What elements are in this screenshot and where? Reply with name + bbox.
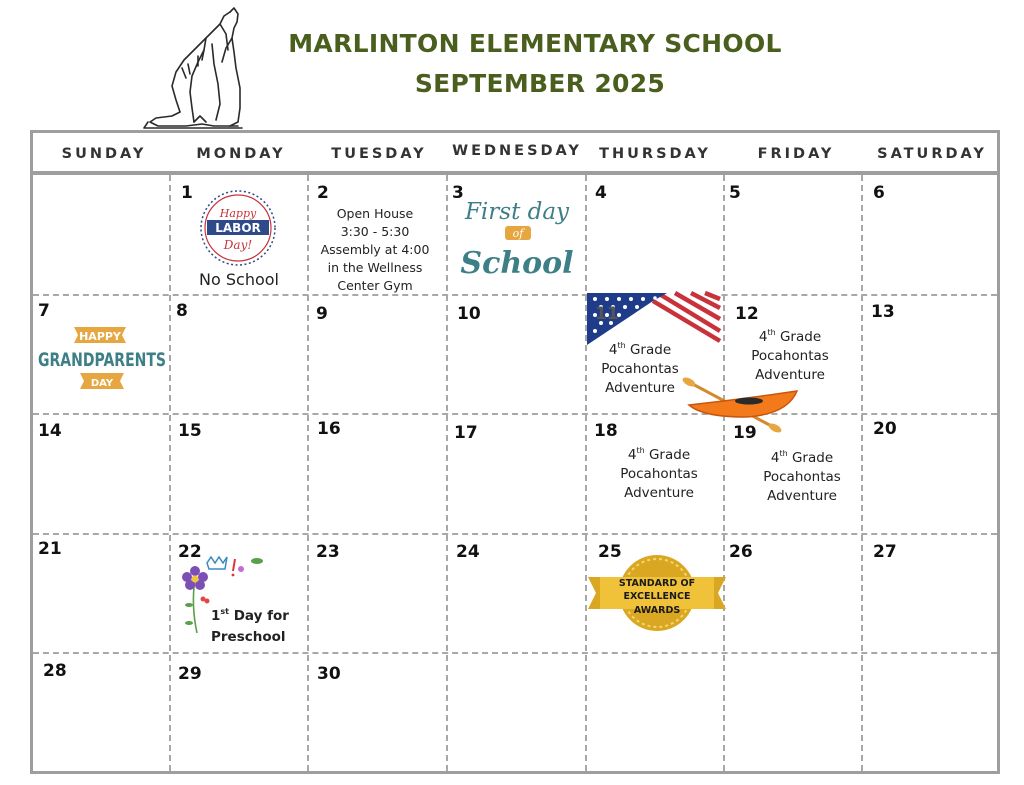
day-number: 11: [595, 304, 619, 324]
day-number: 19: [733, 423, 757, 443]
weekday-saturday: SATURDAY: [877, 146, 987, 162]
adventure-line: Adventure: [755, 367, 825, 383]
grade-num: 4: [758, 329, 768, 345]
preschool-rest: Day for: [229, 608, 289, 624]
adventure-line: Pocahontas: [751, 348, 829, 364]
grade-sup: th: [767, 328, 776, 337]
grid-line: [33, 652, 997, 654]
grid-line: [169, 175, 171, 771]
day-number: 24: [456, 542, 480, 562]
day-number: 25: [598, 542, 622, 562]
open-house-note: [309, 205, 441, 295]
weekday-monday: MONDAY: [196, 146, 286, 162]
grade-word: Grade: [775, 329, 822, 345]
weekday-thursday: THURSDAY: [599, 146, 711, 162]
day-number: 17: [454, 423, 478, 443]
labor-badge-day: Day!: [223, 238, 253, 252]
grandparents-day-banner-icon: [36, 321, 168, 395]
grade-sup: th: [779, 449, 788, 458]
first-day-text: First day: [464, 199, 570, 225]
day-number: 23: [316, 542, 340, 562]
day-number: 22: [178, 542, 202, 562]
adventure-note-12: [724, 323, 856, 385]
month-year-title: SEPTEMBER 2025: [414, 69, 666, 98]
preschool-line: Preschool: [211, 629, 286, 645]
grade-word: Grade: [787, 450, 834, 466]
adventure-line: Pocahontas: [763, 469, 841, 485]
day-number: 28: [43, 661, 67, 681]
day-number: 5: [729, 183, 741, 203]
labor-day-badge-icon: [198, 189, 278, 267]
day-number: 9: [316, 304, 328, 324]
grid-line: [446, 175, 448, 771]
school-name: MARLINTON ELEMENTARY SCHOOL: [288, 29, 782, 58]
excellence-line: AWARDS: [633, 605, 681, 616]
day-number: 4: [595, 183, 607, 203]
day-number: 3: [452, 183, 464, 203]
day-number: 8: [176, 301, 188, 321]
weekday-tuesday: TUESDAY: [331, 146, 427, 162]
adventure-note-18: [593, 441, 725, 503]
grade-num: 4: [627, 447, 637, 463]
excellence-award-badge-icon: [586, 553, 728, 637]
day-number: 10: [457, 304, 481, 324]
weekday-header-row: [33, 133, 997, 175]
preschool-sup: st: [220, 607, 229, 616]
day-number: 15: [178, 421, 202, 441]
day-number: 26: [729, 542, 753, 562]
day-number: 6: [873, 183, 885, 203]
day-number: 14: [38, 421, 62, 441]
grid-line: [33, 294, 997, 296]
grade-sup: th: [636, 446, 645, 455]
grade-num: 4: [770, 450, 780, 466]
grade-num: 4: [608, 342, 618, 358]
first-day-of: of: [512, 227, 524, 240]
adventure-line: Adventure: [767, 488, 837, 504]
first-day-school: School: [460, 246, 574, 281]
day-number: 13: [871, 302, 895, 322]
excellence-line: EXCELLENCE: [623, 591, 691, 602]
day-number: 2: [317, 183, 329, 203]
day-number: 30: [317, 664, 341, 684]
open-house-line: Assembly at 4:00: [320, 242, 430, 257]
preschool-note: [211, 601, 319, 648]
labor-badge-labor: LABOR: [215, 221, 261, 235]
grid-line: [33, 533, 997, 535]
adventure-line: Adventure: [624, 485, 694, 501]
day-number: 27: [873, 542, 897, 562]
open-house-line: 3:30 - 5:30: [340, 224, 410, 239]
grid-line: [33, 413, 997, 415]
grade-word: Grade: [625, 342, 672, 358]
day-number: 12: [735, 304, 759, 324]
grade-sup: th: [617, 341, 626, 350]
adventure-note-19: [736, 444, 868, 506]
adventure-line: Pocahontas: [601, 361, 679, 377]
weekday-friday: FRIDAY: [757, 146, 835, 162]
open-house-line: Open House: [336, 206, 414, 221]
calendar-frame: [30, 130, 1000, 774]
day-number: 1: [181, 183, 193, 203]
grid-line: [585, 175, 587, 771]
day-number: 21: [38, 539, 62, 559]
excellence-line: STANDARD OF: [618, 578, 696, 589]
open-house-line: Center Gym: [337, 278, 413, 293]
open-house-line: in the Wellness: [327, 260, 423, 275]
wolf-logo-icon: [142, 4, 246, 130]
day-number: 16: [317, 419, 341, 439]
preschool-num: 1: [211, 608, 221, 624]
grade-word: Grade: [644, 447, 691, 463]
day-number: 7: [38, 301, 50, 321]
day-number: 18: [594, 421, 618, 441]
day-number: 20: [873, 419, 897, 439]
grandparents-word: GRANDPARENTS: [38, 349, 166, 371]
weekday-wednesday: WEDNESDAY: [452, 143, 582, 159]
adventure-line: Pocahontas: [620, 466, 698, 482]
first-day-of-school-icon: [460, 191, 574, 287]
labor-badge-happy: Happy: [219, 207, 257, 220]
weekday-sunday: SUNDAY: [61, 146, 147, 162]
grandparents-happy: HAPPY: [79, 330, 121, 343]
no-school-label: No School: [199, 270, 279, 289]
grandparents-day: DAY: [90, 378, 114, 389]
adventure-line: Adventure: [605, 380, 675, 396]
day-number: 29: [178, 664, 202, 684]
